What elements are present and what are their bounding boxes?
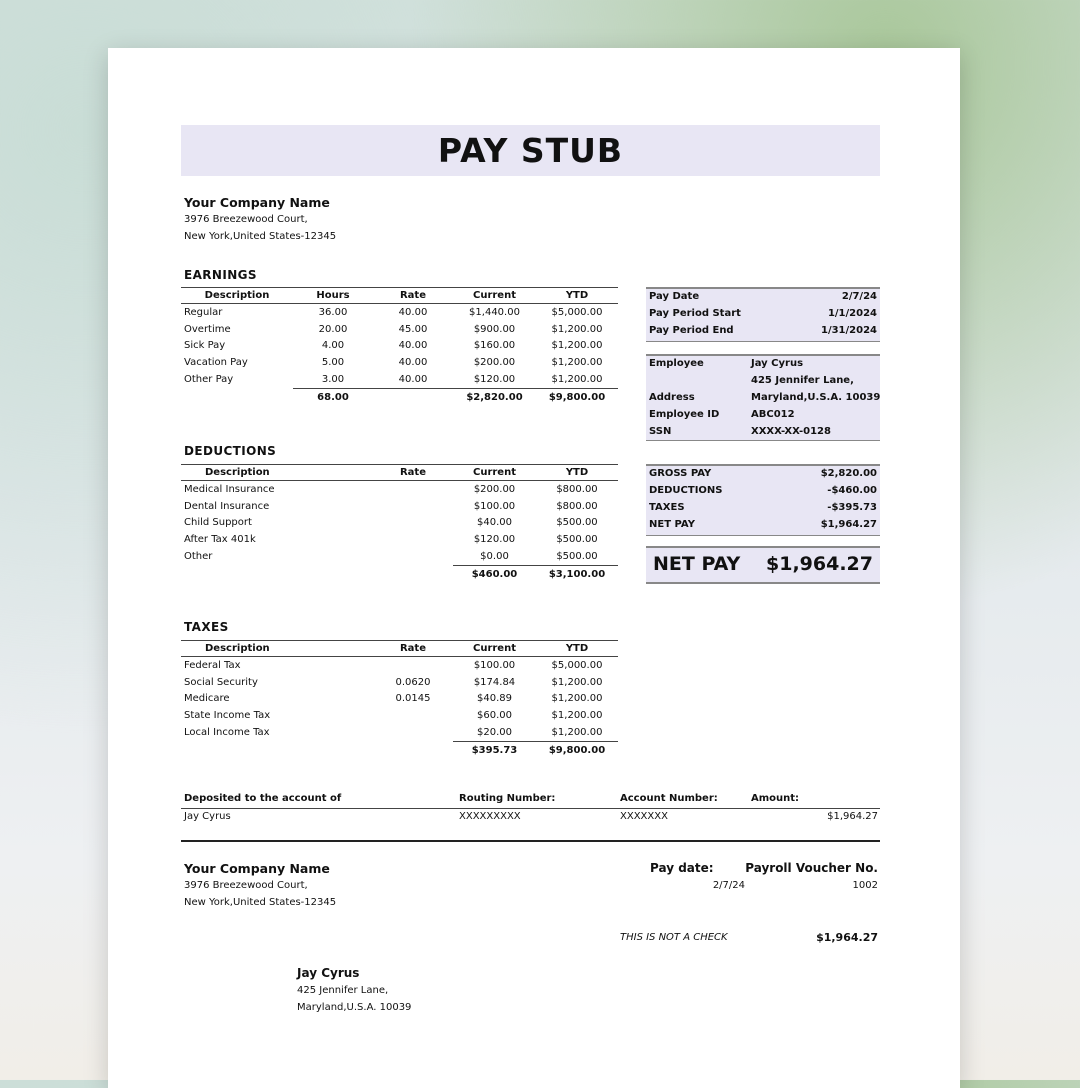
gross-pay-label: GROSS PAY <box>649 468 712 479</box>
tax-description: Local Income Tax <box>184 727 270 739</box>
deduction-description: Medical Insurance <box>184 483 275 495</box>
earnings-description: Overtime <box>184 323 231 335</box>
payee-name: Jay Cyrus <box>297 966 360 980</box>
earnings-col-description: Description <box>181 288 293 304</box>
taxes-table <box>181 640 618 759</box>
summary-net-pay-value: $1,964.27 <box>820 519 877 530</box>
voucher-company-name: Your Company Name <box>184 861 330 876</box>
earnings-total-hours: 68.00 <box>293 388 373 405</box>
not-a-check-notice: THIS IS NOT A CHECK <box>620 932 728 943</box>
taxes-heading: TAXES <box>184 620 229 634</box>
deposit-name: Jay Cyrus <box>184 811 231 822</box>
account-number-label: Account Number: <box>620 793 718 804</box>
tax-ytd: $1,200.00 <box>551 676 603 688</box>
earnings-rate: 45.00 <box>398 323 428 335</box>
earnings-current: $900.00 <box>473 323 516 335</box>
earnings-col-rate: Rate <box>373 288 453 304</box>
table-row <box>181 515 618 532</box>
company-address-line1: 3976 Breezewood Court, <box>184 214 308 225</box>
deduction-ytd: $800.00 <box>556 500 598 512</box>
routing-number-label: Routing Number: <box>459 793 556 804</box>
summary-taxes-value: -$395.73 <box>827 502 877 513</box>
earnings-hours: 4.00 <box>321 340 345 352</box>
voucher-company-address-line1: 3976 Breezewood Court, <box>184 880 308 891</box>
tax-ytd: $1,200.00 <box>551 693 603 705</box>
table-row <box>181 657 618 674</box>
deduction-ytd: $500.00 <box>556 551 598 563</box>
deduction-current: $40.00 <box>477 517 512 529</box>
employee-address-line2: Maryland,U.S.A. 10039 <box>751 392 881 403</box>
taxes-col-description: Description <box>181 641 373 657</box>
earnings-col-ytd: YTD <box>536 288 618 304</box>
routing-number-value: XXXXXXXXX <box>459 811 521 822</box>
deduction-current: $0.00 <box>480 551 509 563</box>
pay-period-end-value: 1/31/2024 <box>820 325 877 336</box>
taxes-total-current: $395.73 <box>453 741 536 758</box>
earnings-ytd: $1,200.00 <box>551 357 603 369</box>
earnings-current: $160.00 <box>473 340 516 352</box>
earnings-total-current: $2,820.00 <box>453 388 536 405</box>
earnings-col-current: Current <box>453 288 536 304</box>
earnings-ytd: $1,200.00 <box>551 340 603 352</box>
deductions-col-rate: Rate <box>373 465 453 481</box>
page-title: PAY STUB <box>181 125 880 176</box>
ssn-value: XXXX-XX-0128 <box>751 426 831 437</box>
earnings-description: Other Pay <box>184 374 234 386</box>
deduction-rate <box>373 481 453 498</box>
deductions-col-ytd: YTD <box>536 465 618 481</box>
payee-address-line2: Maryland,U.S.A. 10039 <box>297 1002 412 1013</box>
earnings-rate: 40.00 <box>398 357 428 369</box>
table-row <box>181 371 618 388</box>
earnings-ytd: $1,200.00 <box>551 323 603 335</box>
deduction-current: $200.00 <box>473 483 516 495</box>
payee-address-line1: 425 Jennifer Lane, <box>297 985 389 996</box>
tax-ytd: $5,000.00 <box>551 659 603 671</box>
earnings-rate: 40.00 <box>398 306 428 318</box>
net-pay-value: $1,964.27 <box>766 553 873 575</box>
voucher-amount: $1,964.27 <box>816 931 878 944</box>
earnings-ytd: $1,200.00 <box>551 374 603 386</box>
tax-rate <box>373 657 453 674</box>
employee-id-label: Employee ID <box>649 409 720 420</box>
earnings-current: $1,440.00 <box>469 306 520 318</box>
pay-date-label: Pay Date <box>649 291 700 302</box>
summary-deductions-label: DEDUCTIONS <box>649 485 723 496</box>
pay-period-start-label: Pay Period Start <box>649 308 741 319</box>
tax-ytd: $1,200.00 <box>551 727 603 739</box>
deduction-description: Child Support <box>184 517 252 529</box>
table-row <box>181 548 618 565</box>
deduction-rate <box>373 498 453 515</box>
address-label: Address <box>649 392 695 403</box>
account-number-value: XXXXXXX <box>620 811 668 822</box>
tax-current: $20.00 <box>477 727 512 739</box>
deduction-description: Other <box>184 551 213 563</box>
earnings-table <box>181 287 618 406</box>
company-name: Your Company Name <box>184 195 330 210</box>
table-row <box>181 498 618 515</box>
tax-rate: 0.0145 <box>395 693 431 705</box>
deductions-total-current: $460.00 <box>453 565 536 582</box>
taxes-col-rate: Rate <box>373 641 453 657</box>
deduction-description: Dental Insurance <box>184 500 270 512</box>
taxes-total-row <box>181 741 618 758</box>
deductions-total-row <box>181 565 618 582</box>
deductions-heading: DEDUCTIONS <box>184 444 277 458</box>
deductions-total-ytd: $3,100.00 <box>536 565 618 582</box>
voucher-company-address-line2: New York,United States-12345 <box>184 897 337 908</box>
table-row <box>181 481 618 498</box>
table-row <box>181 531 618 548</box>
voucher-pay-date-label: Pay date: <box>650 861 714 875</box>
tax-rate <box>373 724 453 741</box>
tax-current: $40.89 <box>477 693 512 705</box>
tax-ytd: $1,200.00 <box>551 710 603 722</box>
earnings-current: $200.00 <box>473 357 516 369</box>
deduction-rate <box>373 515 453 532</box>
earnings-description: Sick Pay <box>184 340 226 352</box>
deduction-ytd: $500.00 <box>556 517 598 529</box>
deposit-account-of-label: Deposited to the account of <box>184 793 342 804</box>
deduction-current: $100.00 <box>473 500 516 512</box>
tax-description: Social Security <box>184 676 258 688</box>
tax-rate: 0.0620 <box>395 676 431 688</box>
voucher-number-label: Payroll Voucher No. <box>745 861 878 875</box>
tax-description: Medicare <box>184 693 230 705</box>
company-address-line2: New York,United States-12345 <box>184 231 337 242</box>
deduction-rate <box>373 531 453 548</box>
amount-label: Amount: <box>751 793 800 804</box>
table-row <box>181 674 618 691</box>
pay-stub-document <box>108 48 960 1088</box>
pay-summary-box <box>646 464 880 536</box>
earnings-col-hours: Hours <box>293 288 373 304</box>
taxes-col-current: Current <box>453 641 536 657</box>
earnings-rate: 40.00 <box>398 374 428 386</box>
summary-net-pay-label: NET PAY <box>649 519 695 530</box>
earnings-rate: 40.00 <box>398 340 428 352</box>
earnings-total-ytd: $9,800.00 <box>536 388 618 405</box>
pay-period-start-value: 1/1/2024 <box>827 308 877 319</box>
deposit-divider <box>181 808 880 809</box>
deduction-ytd: $500.00 <box>556 534 598 546</box>
deduction-current: $120.00 <box>473 534 516 546</box>
ssn-label: SSN <box>649 426 672 437</box>
table-row <box>181 321 618 338</box>
taxes-col-ytd: YTD <box>536 641 618 657</box>
earnings-hours: 20.00 <box>318 323 348 335</box>
pay-period-end-label: Pay Period End <box>649 325 734 336</box>
table-row <box>181 707 618 724</box>
voucher-number-value: 1002 <box>852 880 878 891</box>
employee-box <box>646 354 880 441</box>
deductions-table <box>181 464 618 583</box>
employee-id-value: ABC012 <box>751 409 795 420</box>
deductions-col-description: Description <box>181 465 373 481</box>
net-pay-highlight <box>646 546 880 584</box>
tax-current: $60.00 <box>477 710 512 722</box>
deductions-col-current: Current <box>453 465 536 481</box>
earnings-description: Regular <box>184 306 223 318</box>
employee-address-line1: 425 Jennifer Lane, <box>751 375 854 386</box>
table-row <box>181 354 618 371</box>
tax-rate <box>373 707 453 724</box>
taxes-header-row <box>181 641 618 657</box>
employee-label: Employee <box>649 358 704 369</box>
earnings-hours: 3.00 <box>321 374 345 386</box>
summary-deductions-value: -$460.00 <box>827 485 877 496</box>
table-row <box>181 304 618 321</box>
tax-current: $100.00 <box>473 659 516 671</box>
earnings-description: Vacation Pay <box>184 357 248 369</box>
pay-period-box <box>646 287 880 342</box>
earnings-heading: EARNINGS <box>184 268 257 282</box>
earnings-total-row <box>181 388 618 405</box>
deductions-header-row <box>181 465 618 481</box>
table-row <box>181 338 618 355</box>
tax-description: State Income Tax <box>184 710 271 722</box>
gross-pay-value: $2,820.00 <box>820 468 877 479</box>
voucher-separator <box>181 840 880 842</box>
earnings-current: $120.00 <box>473 374 516 386</box>
tax-current: $174.84 <box>473 676 516 688</box>
earnings-hours: 36.00 <box>318 306 348 318</box>
table-row <box>181 724 618 741</box>
voucher-pay-date-value: 2/7/24 <box>712 880 745 891</box>
net-pay-label: NET PAY <box>653 553 741 575</box>
employee-name: Jay Cyrus <box>751 358 804 369</box>
tax-description: Federal Tax <box>184 659 241 671</box>
deduction-rate <box>373 548 453 565</box>
earnings-header-row <box>181 288 618 304</box>
earnings-hours: 5.00 <box>321 357 345 369</box>
deduction-description: After Tax 401k <box>184 534 256 546</box>
summary-taxes-label: TAXES <box>649 502 685 513</box>
deposit-amount-value: $1,964.27 <box>827 811 878 822</box>
table-row <box>181 691 618 708</box>
pay-date-value: 2/7/24 <box>841 291 877 302</box>
deduction-ytd: $800.00 <box>556 483 598 495</box>
earnings-ytd: $5,000.00 <box>551 306 603 318</box>
taxes-total-ytd: $9,800.00 <box>536 741 618 758</box>
